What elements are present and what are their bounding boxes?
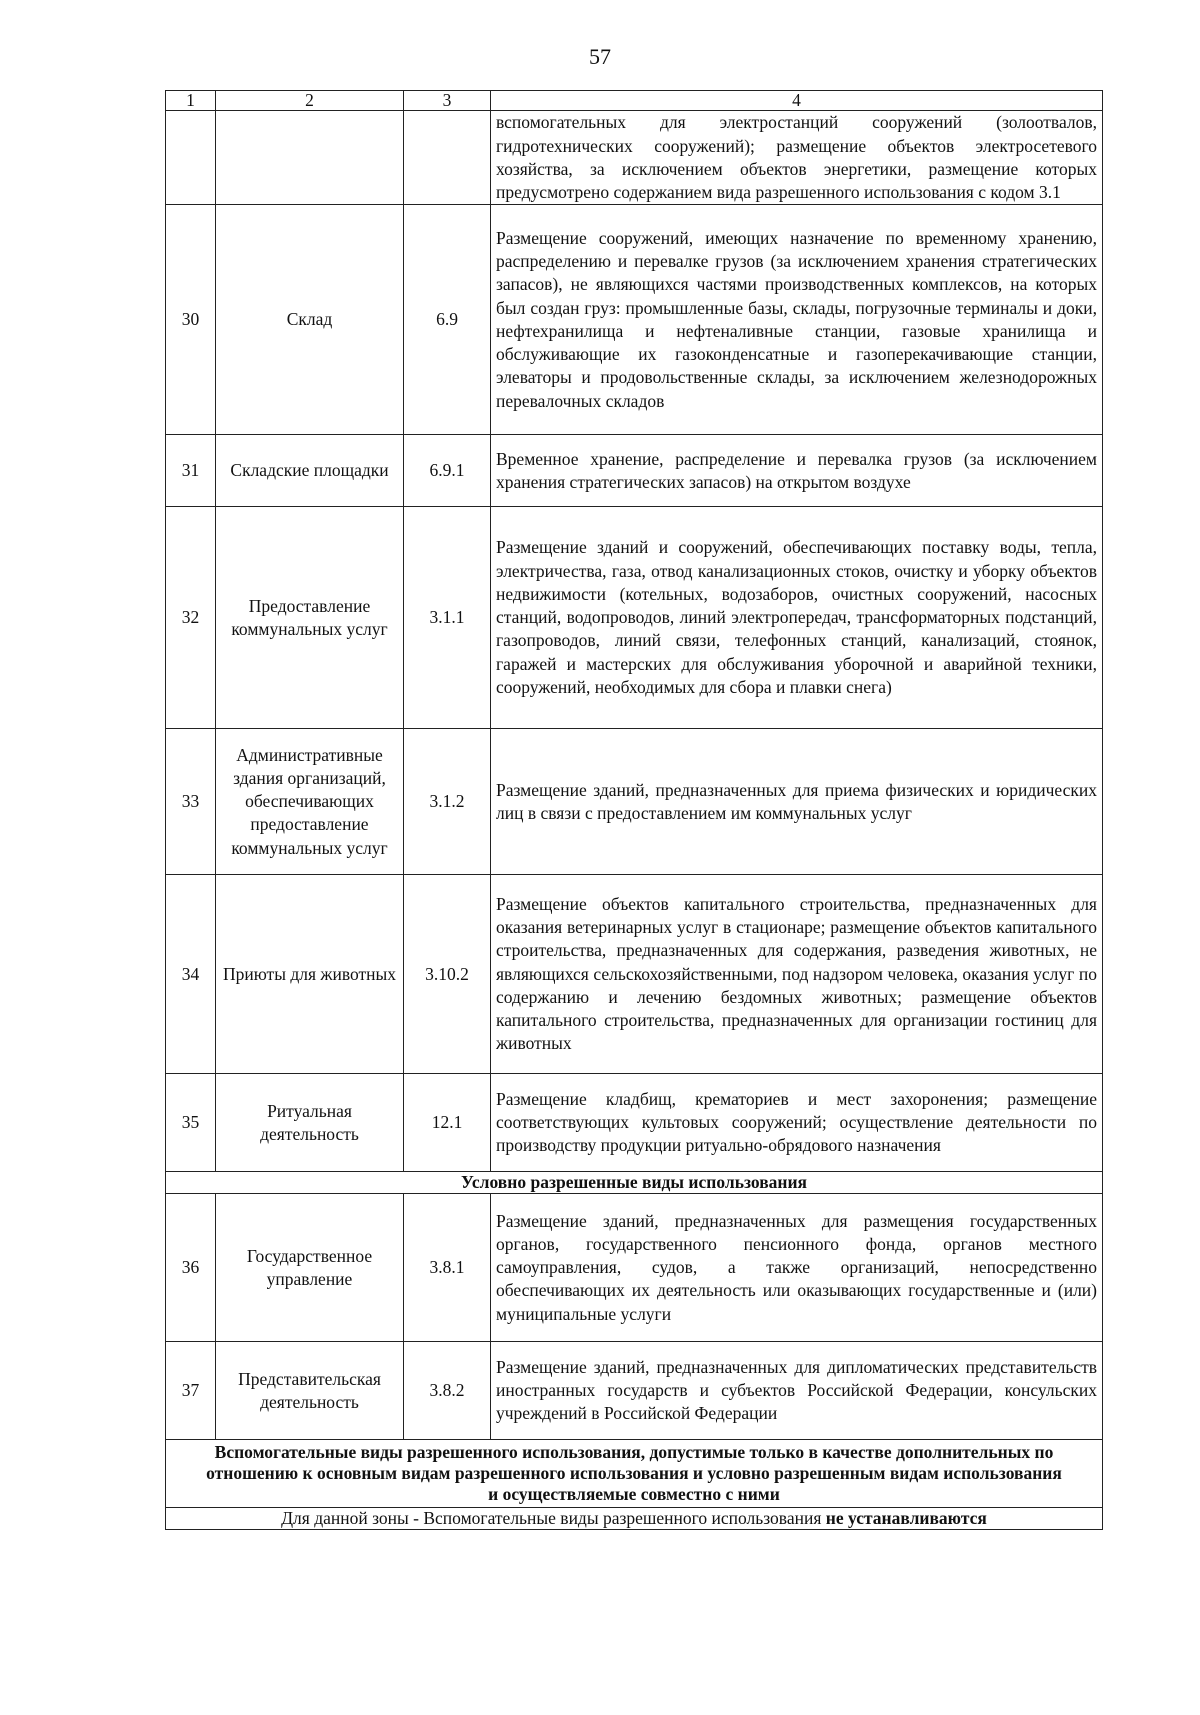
footer-note-prefix: Для данной зоны - Вспомогательные виды разрешенного использования — [281, 1508, 826, 1529]
row-name: Предоставление коммунальных услуг — [216, 507, 404, 729]
row-number: 35 — [166, 1074, 216, 1172]
table-row — [166, 1074, 1103, 1172]
row-code: 12.1 — [404, 1074, 491, 1172]
page-number: 57 — [589, 44, 611, 69]
table-row — [166, 729, 1103, 875]
row-description: Размещение зданий и сооружений, обеспечивающих поставку воды, тепла, электричества, газа, отвод канализационных стоков, очистку и уборку объектов недвижимости (котельных, водозаборов, очистных сооружений, насосных станций, водопроводов, линий электропередач, трансформаторных подстанций, газопроводов, линий связи, телефонных станций, канализаций, стоянок, гаражей и мастерских для обслуживания уборочной и аварийной техники, сооружений, необходимых для сбора и плавки снега) — [491, 507, 1103, 729]
row-number: 33 — [166, 729, 216, 875]
column-header: 3 — [404, 91, 491, 111]
table-row — [166, 1194, 1103, 1342]
section-header-row — [166, 1172, 1103, 1194]
row-number: 36 — [166, 1194, 216, 1342]
footer-row — [166, 1508, 1103, 1530]
row-name: Складские площадки — [216, 435, 404, 507]
footer-note — [166, 1508, 1103, 1530]
row-code: 3.10.2 — [404, 875, 491, 1074]
row-name: Административные здания организаций, обеспечивающих предоставление коммунальных услуг — [216, 729, 404, 875]
row-number: 34 — [166, 875, 216, 1074]
row-number: 30 — [166, 205, 216, 435]
row-description: Временное хранение, распределение и перевалка грузов (за исключением хранения стратегических запасов) на открытом воздухе — [491, 435, 1103, 507]
row-number: 32 — [166, 507, 216, 729]
continuation-description: вспомогательных для электростанций сооружений (золоотвалов, гидротехнических сооружений); размещение объектов электросетевого хозяйства, за исключением объектов энергетики, размещение которых предусмотрено содержанием вида разрешенного использования с кодом 3.1 — [491, 111, 1103, 205]
row-name: Ритуальная деятельность — [216, 1074, 404, 1172]
conditional-section-title: Условно разрешенные виды использования — [166, 1172, 1103, 1194]
row-name: Приюты для животных — [216, 875, 404, 1074]
row-description: Размещение объектов капитального строительства, предназначенных для оказания ветеринарных услуг в стационаре; размещение объектов капитального строительства, предназначенных для содержания, разведения животных, не являющихся сельскохозяйственными, под надзором человека, оказания услуг по содержанию и лечению бездомных животных; размещение объектов капитального строительства, предназначенных для организации гостиниц для животных — [491, 875, 1103, 1074]
row-description: Размещение сооружений, имеющих назначение по временному хранению, распределению и перевалке грузов (за исключением хранения стратегических запасов), не являющихся частями производственных комплексов, на которых был создан груз: промышленные базы, склады, погрузочные терминалы и доки, нефтехранилища и нефтеналивные станции, газовые хранилища и обслуживающие их газоконденсатные и газоперекачивающие станции, элеваторы и продовольственные склады, за исключением железнодорожных перевалочных складов — [491, 205, 1103, 435]
table-row — [166, 507, 1103, 729]
column-header: 1 — [166, 91, 216, 111]
row-code-cell — [404, 111, 491, 205]
column-header-row — [166, 91, 1103, 111]
row-number: 37 — [166, 1342, 216, 1440]
row-name: Представительская деятельность — [216, 1342, 404, 1440]
row-description: Размещение зданий, предназначенных для дипломатических представительств иностранных государств и субъектов Российской Федерации, консульских учреждений в Российской Федерации — [491, 1342, 1103, 1440]
row-code: 3.8.2 — [404, 1342, 491, 1440]
column-header: 4 — [491, 91, 1103, 111]
section-header-row — [166, 1440, 1103, 1508]
table-row — [166, 205, 1103, 435]
table-row — [166, 435, 1103, 507]
row-code: 6.9 — [404, 205, 491, 435]
land-use-table — [165, 90, 1103, 1530]
row-description: Размещение кладбищ, крематориев и мест захоронения; размещение соответствующих культовых сооружений; осуществление деятельности по производству продукции ритуально-обрядового назначения — [491, 1074, 1103, 1172]
row-code: 3.8.1 — [404, 1194, 491, 1342]
row-description: Размещение зданий, предназначенных для приема физических и юридических лиц в связи с предоставлением им коммунальных услуг — [491, 729, 1103, 875]
row-name: Государственное управление — [216, 1194, 404, 1342]
column-header: 2 — [216, 91, 404, 111]
row-name: Склад — [216, 205, 404, 435]
row-number-cell — [166, 111, 216, 205]
row-description: Размещение зданий, предназначенных для размещения государственных органов, государственного пенсионного фонда, органов местного самоуправления, судов, а также организаций, непосредственно обеспечивающих их деятельность или оказывающих государственные и (или) муниципальные услуги — [491, 1194, 1103, 1342]
continuation-row — [166, 111, 1103, 205]
row-code: 3.1.2 — [404, 729, 491, 875]
row-code: 3.1.1 — [404, 507, 491, 729]
row-name-cell — [216, 111, 404, 205]
table-row — [166, 1342, 1103, 1440]
row-number: 31 — [166, 435, 216, 507]
auxiliary-section-title: Вспомогательные виды разрешенного использования, допустимые только в качестве дополнительных по отношению к основным видам разрешенного использования и условно разрешенным видам использования и осуществляемые совместно с ними — [166, 1440, 1103, 1508]
table-row — [166, 875, 1103, 1074]
row-code: 6.9.1 — [404, 435, 491, 507]
footer-note-emphasis: не устанавливаются — [825, 1508, 987, 1529]
